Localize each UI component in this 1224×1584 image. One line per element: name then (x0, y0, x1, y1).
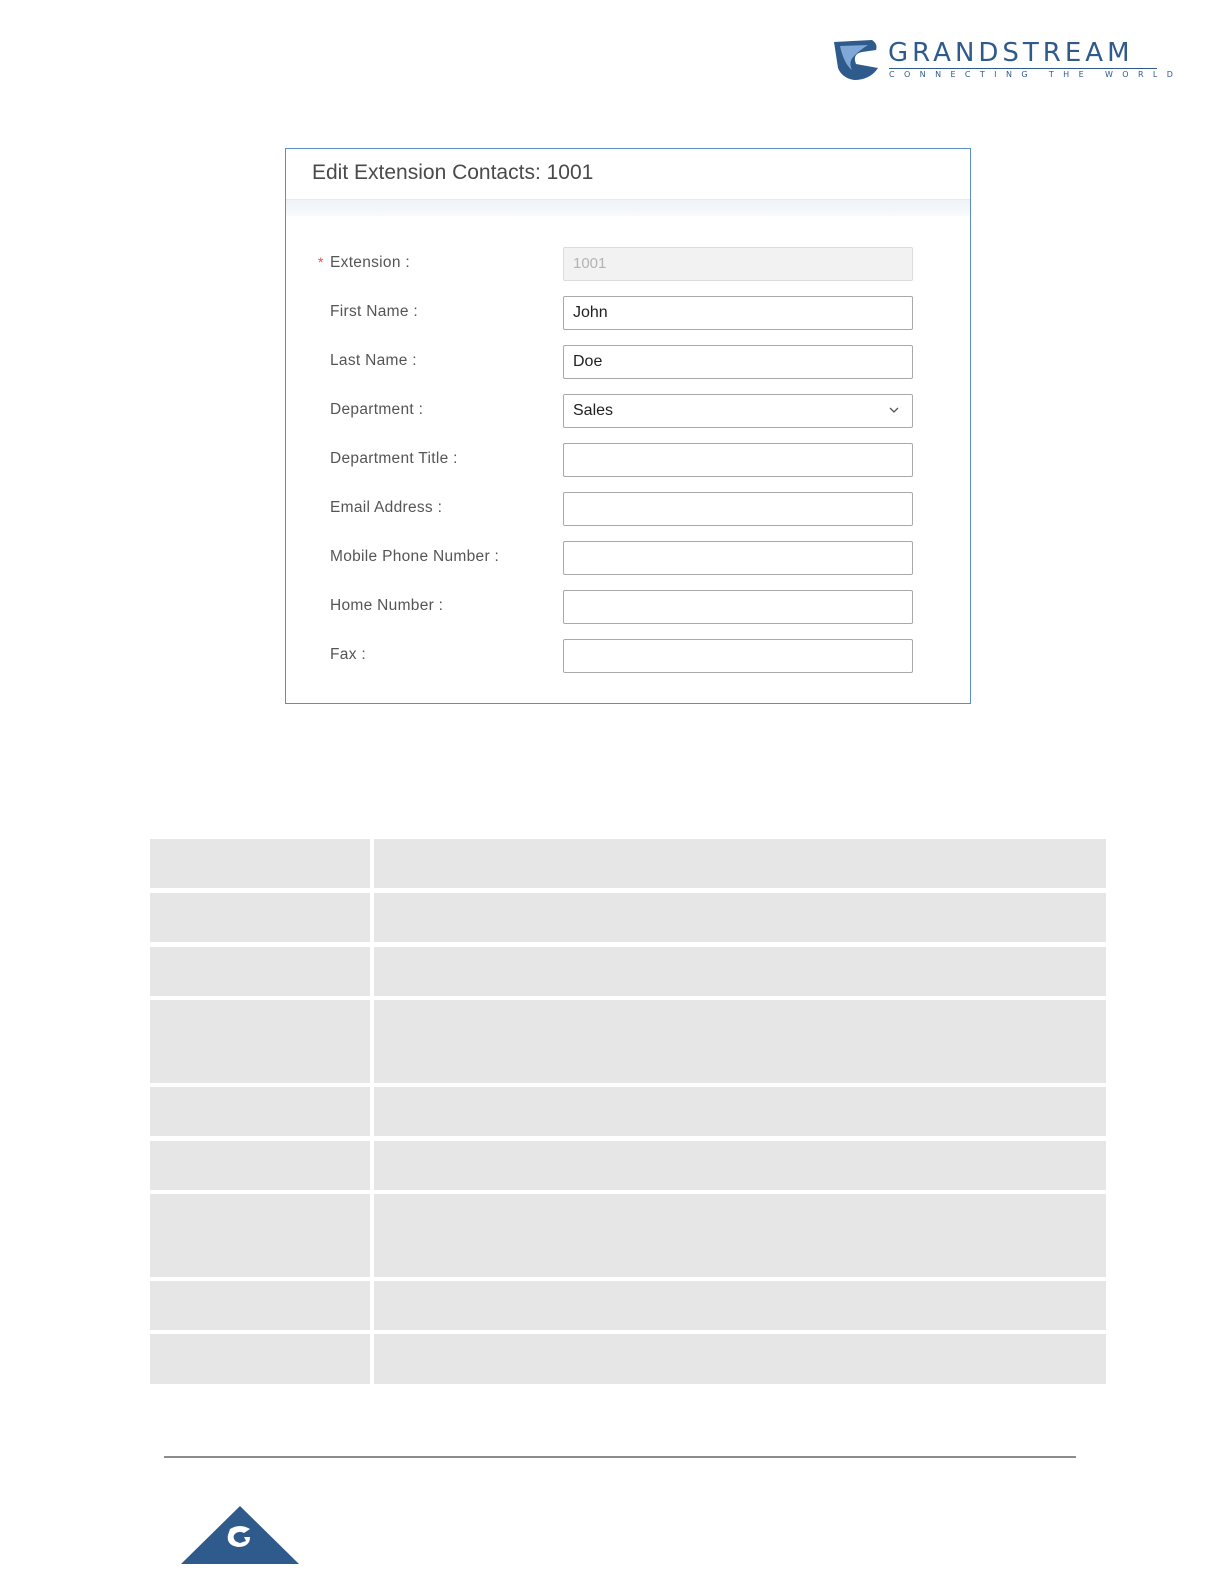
table-cell (374, 1281, 1106, 1330)
table-row (150, 947, 1106, 996)
extension-input: 1001 (563, 247, 913, 281)
department-select[interactable] (563, 394, 913, 428)
table-row (150, 1141, 1106, 1190)
table-cell (150, 893, 370, 942)
mobile-label: Mobile Phone Number : (330, 548, 500, 565)
first-name-input[interactable]: John (563, 296, 913, 330)
footer-divider (164, 1456, 1076, 1458)
table-cell (374, 1141, 1106, 1190)
department-title-row (286, 443, 970, 477)
last-name-row (286, 345, 970, 379)
mobile-row (286, 541, 970, 575)
table-row (150, 1194, 1106, 1277)
table-cell (374, 947, 1106, 996)
email-input[interactable] (563, 492, 913, 526)
table-row (150, 1087, 1106, 1136)
table-cell (150, 1281, 370, 1330)
table-row (150, 1000, 1106, 1083)
fax-row (286, 639, 970, 673)
grandstream-footer-logo-icon (180, 1505, 300, 1565)
mobile-input[interactable] (563, 541, 913, 575)
table-cell (150, 1334, 370, 1384)
table-cell (374, 1194, 1106, 1277)
chevron-down-icon (888, 402, 900, 418)
first-name-row (286, 296, 970, 330)
table-cell (150, 839, 370, 888)
table-cell (150, 1000, 370, 1083)
table-row (150, 1281, 1106, 1330)
table-cell (150, 947, 370, 996)
table-cell (150, 1194, 370, 1277)
first-name-label: First Name : (330, 303, 418, 320)
edit-extension-contacts-dialog (285, 148, 971, 704)
table-row (150, 839, 1106, 888)
home-number-label: Home Number : (330, 597, 444, 614)
brand-rule (889, 68, 1157, 69)
email-label: Email Address : (330, 499, 443, 516)
dialog-header-divider (286, 199, 970, 216)
table-cell (374, 839, 1106, 888)
brand-name: GRANDSTREAM (888, 38, 1134, 68)
email-row (286, 492, 970, 526)
grandstream-logo (832, 38, 1183, 84)
last-name-input[interactable]: Doe (563, 345, 913, 379)
required-marker: * (318, 254, 324, 270)
extension-label: Extension : (330, 254, 410, 271)
grandstream-logo-icon (832, 38, 880, 82)
table-row (150, 1334, 1106, 1384)
table-cell (374, 1087, 1106, 1136)
fax-label: Fax : (330, 646, 366, 663)
fax-input[interactable] (563, 639, 913, 673)
department-select-value: Sales (573, 402, 614, 419)
department-label: Department : (330, 401, 424, 418)
table-cell (374, 893, 1106, 942)
department-title-input[interactable] (563, 443, 913, 477)
department-row (286, 394, 970, 428)
extension-row (286, 247, 970, 281)
dialog-title: Edit Extension Contacts: 1001 (312, 161, 594, 184)
table-cell (374, 1000, 1106, 1083)
brand-tagline: CONNECTING THE WORLD (889, 70, 1183, 79)
home-number-input[interactable] (563, 590, 913, 624)
department-title-label: Department Title : (330, 450, 458, 467)
table-cell (150, 1141, 370, 1190)
last-name-label: Last Name : (330, 352, 417, 369)
home-number-row (286, 590, 970, 624)
table-row (150, 893, 1106, 942)
table-cell (150, 1087, 370, 1136)
table-cell (374, 1334, 1106, 1384)
